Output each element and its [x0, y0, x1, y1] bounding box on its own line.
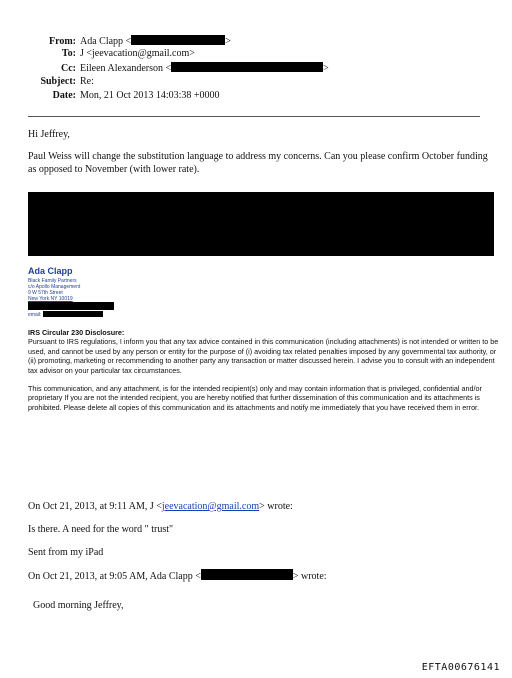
signature-line: New York NY 10019	[28, 296, 73, 302]
from-value: Ada Clapp <	[80, 36, 132, 47]
signature-email-row	[28, 311, 103, 318]
header-date	[0, 90, 220, 102]
redaction-bar	[201, 569, 293, 580]
date-label: Date:	[52, 90, 76, 101]
quote-header-1	[28, 501, 293, 513]
signature-details	[28, 278, 80, 302]
good-morning-line: Good morning Jeffrey,	[33, 600, 124, 611]
redaction-bar	[131, 35, 225, 45]
quote2-prefix: On Oct 21, 2013, at 9:05 AM, Ada Clapp <	[28, 571, 201, 582]
redaction-bar	[28, 302, 114, 310]
header-from	[0, 35, 231, 48]
signature-email-label: email:	[28, 312, 42, 318]
quote1-prefix: On Oct 21, 2013, at 9:11 AM, J <	[28, 501, 162, 512]
header-divider	[28, 116, 480, 117]
redaction-block	[28, 192, 494, 256]
cc-value: Eileen Alexanderson <	[80, 63, 172, 74]
disclosure-title: IRS Circular 230 Disclosure:	[28, 328, 125, 337]
quote-header-2	[28, 569, 327, 583]
disclosure-block	[28, 328, 500, 375]
quote1-email-link[interactable]: jeevacation@gmail.com	[161, 501, 260, 512]
subject-label: Subject:	[40, 76, 76, 87]
to-label: To:	[61, 48, 76, 59]
date-value: Mon, 21 Oct 2013 14:03:38 +0000	[80, 90, 220, 101]
confidentiality-notice: This communication, and any attachment, is for the intended recipient(s) only and may contain information that is privileged, confidential and/or proprietary If you are not the intended recipient, you are hereby notified that further dissemination of this communication and its attachments is prohibited. Please delete all copies of this communication and its attachments and notify me immediately that you have received them in error.	[28, 384, 482, 412]
signature-line: c/o Apollo Management	[28, 284, 81, 290]
message-paragraph: Paul Weiss will change the substitution language to address my concerns. Can you please confirm October funding as opposed to November (with lower rate).	[28, 151, 488, 175]
header-subject	[0, 76, 94, 88]
redaction-bar	[43, 311, 103, 317]
quote1-suffix: > wrote:	[259, 501, 293, 512]
cc-label: Cc:	[61, 63, 76, 74]
signature-line: Black Family Partners	[28, 278, 77, 284]
signature-line: 9 W 57th Street	[28, 290, 63, 296]
header-to	[0, 48, 195, 60]
disclosure-text: Pursuant to IRS regulations, I inform you that any tax advice contained in this communication (including attachments) is not intended or written to be used, and cannot be used by any person or entity for the purpose of (i) avoiding tax related penalties imposed by any governmental tax authority, or (ii) promoting, marketing or recommending to another party any transaction or matter discussed herein. I advise you to consult with an independent tax advisor on your particular tax circumstances.	[28, 337, 499, 375]
sent-from-line: Sent from my iPad	[28, 547, 104, 558]
greeting: Hi Jeffrey,	[28, 129, 70, 140]
header-cc	[0, 62, 329, 75]
subject-value: Re:	[80, 76, 94, 87]
redaction-bar	[171, 62, 323, 72]
from-close: >	[225, 36, 231, 47]
document-id: EFTA00676141	[421, 662, 500, 673]
signature-name: Ada Clapp	[28, 266, 73, 276]
from-label: From:	[48, 36, 76, 47]
quote2-suffix: > wrote:	[292, 571, 327, 582]
cc-close: >	[323, 63, 329, 74]
to-value: J <jeevacation@gmail.com>	[80, 48, 195, 59]
message-trust-line: Is there. A need for the word " trust"	[28, 524, 174, 535]
